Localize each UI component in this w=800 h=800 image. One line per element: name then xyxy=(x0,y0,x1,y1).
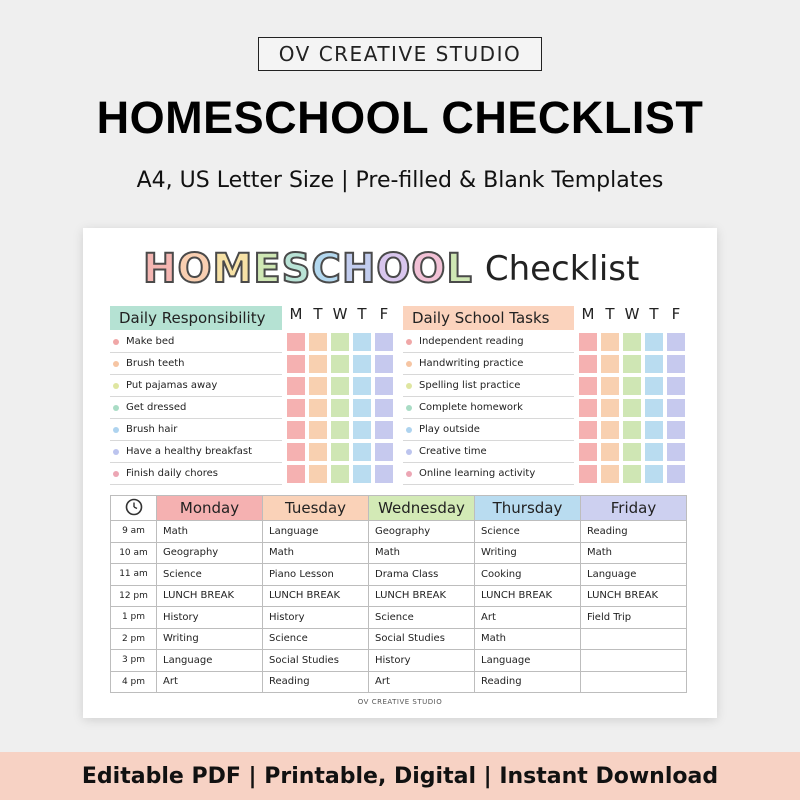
day-checkbox[interactable] xyxy=(579,355,597,373)
day-checkbox[interactable] xyxy=(601,443,619,461)
schedule-row xyxy=(111,607,687,629)
task-item xyxy=(403,419,574,441)
day-checkbox[interactable] xyxy=(353,333,371,351)
bullet-dot-icon xyxy=(113,405,119,411)
bullet-dot-icon xyxy=(406,449,412,455)
task-label: Make bed xyxy=(126,336,175,347)
main-title: HOMESCHOOL CHECKLIST xyxy=(96,92,704,143)
task-item xyxy=(110,375,282,397)
time-cell: 12 pm xyxy=(111,585,157,607)
task-label: Put pajamas away xyxy=(126,380,218,391)
title-letter: O xyxy=(376,246,411,292)
task-label: Brush teeth xyxy=(126,358,185,369)
time-cell: 9 am xyxy=(111,521,157,543)
schedule-cell: Math xyxy=(475,628,581,650)
schedule-day-header: Wednesday xyxy=(369,496,475,521)
schedule-cell: Reading xyxy=(475,671,581,693)
schedule-cell: Math xyxy=(369,542,475,564)
weekday-letters-right xyxy=(577,305,687,327)
schedule-cell: Language xyxy=(475,650,581,672)
day-checkbox[interactable] xyxy=(353,355,371,373)
weekday-letter: M xyxy=(289,305,303,323)
schedule-cell: LUNCH BREAK xyxy=(369,585,475,607)
weekday-letter: T xyxy=(649,305,659,323)
schedule-cell: Math xyxy=(157,521,263,543)
task-item xyxy=(110,353,282,375)
bullet-dot-icon xyxy=(113,361,119,367)
day-checkbox[interactable] xyxy=(353,443,371,461)
schedule-cell: LUNCH BREAK xyxy=(475,585,581,607)
bottom-banner: Editable PDF | Printable, Digital | Instant Download xyxy=(0,752,800,800)
day-checkbox[interactable] xyxy=(331,355,349,373)
day-checkbox[interactable] xyxy=(375,443,393,461)
day-checkbox[interactable] xyxy=(579,399,597,417)
day-checkbox[interactable] xyxy=(579,377,597,395)
schedule-cell: History xyxy=(263,607,369,629)
day-checkbox[interactable] xyxy=(623,355,641,373)
schedule-row xyxy=(111,521,687,543)
bullet-dot-icon xyxy=(406,383,412,389)
title-letter: E xyxy=(253,246,281,292)
day-checkbox[interactable] xyxy=(667,399,685,417)
schedule-header-row xyxy=(111,496,687,521)
schedule-cell: Language xyxy=(581,564,687,586)
document-title-suffix: Checklist xyxy=(484,249,640,289)
day-checkbox[interactable] xyxy=(309,377,327,395)
schedule-cell: Language xyxy=(157,650,263,672)
day-checkbox[interactable] xyxy=(645,399,663,417)
day-checkbox[interactable] xyxy=(645,465,663,483)
task-item xyxy=(403,375,574,397)
day-checkbox[interactable] xyxy=(601,465,619,483)
day-checkbox[interactable] xyxy=(601,333,619,351)
task-item xyxy=(403,441,574,463)
task-label: Have a healthy breakfast xyxy=(126,446,253,457)
schedule-body xyxy=(111,521,687,693)
task-label: Creative time xyxy=(419,446,487,457)
weekday-letter: W xyxy=(332,305,348,323)
homeschool-letters xyxy=(143,246,473,292)
day-checkbox[interactable] xyxy=(331,399,349,417)
day-checkbox[interactable] xyxy=(667,355,685,373)
schedule-cell xyxy=(581,650,687,672)
task-item xyxy=(110,331,282,353)
task-label: Independent reading xyxy=(419,336,524,347)
day-checkbox[interactable] xyxy=(645,333,663,351)
weekday-letter: F xyxy=(671,305,681,323)
schedule-cell: History xyxy=(369,650,475,672)
title-letter: C xyxy=(311,246,341,292)
schedule-cell: Cooking xyxy=(475,564,581,586)
day-checkbox[interactable] xyxy=(579,421,597,439)
day-checkbox[interactable] xyxy=(309,355,327,373)
day-checkbox[interactable] xyxy=(623,399,641,417)
schedule-cell: Reading xyxy=(263,671,369,693)
school-task-list xyxy=(403,331,574,485)
day-checkbox[interactable] xyxy=(601,355,619,373)
task-item xyxy=(403,353,574,375)
day-checkbox[interactable] xyxy=(331,421,349,439)
day-checkbox[interactable] xyxy=(667,377,685,395)
day-checkbox[interactable] xyxy=(287,443,305,461)
day-checkbox[interactable] xyxy=(287,465,305,483)
day-checkbox[interactable] xyxy=(309,421,327,439)
day-checkbox[interactable] xyxy=(667,465,685,483)
weekday-letter: W xyxy=(624,305,640,323)
task-label: Complete homework xyxy=(419,402,523,413)
day-checkbox[interactable] xyxy=(375,333,393,351)
bullet-dot-icon xyxy=(406,339,412,345)
schedule-row xyxy=(111,650,687,672)
day-checkbox[interactable] xyxy=(623,421,641,439)
day-checkbox[interactable] xyxy=(645,355,663,373)
day-checkbox[interactable] xyxy=(353,399,371,417)
time-cell: 3 pm xyxy=(111,650,157,672)
day-checkbox[interactable] xyxy=(353,421,371,439)
task-item xyxy=(403,397,574,419)
schedule-row xyxy=(111,671,687,693)
day-checkbox[interactable] xyxy=(623,333,641,351)
weekday-letter: F xyxy=(379,305,389,323)
schedule-row xyxy=(111,585,687,607)
day-checkbox[interactable] xyxy=(331,377,349,395)
day-checkbox[interactable] xyxy=(623,377,641,395)
time-cell: 1 pm xyxy=(111,607,157,629)
schedule-cell: Art xyxy=(475,607,581,629)
day-checkbox[interactable] xyxy=(309,333,327,351)
day-checkbox[interactable] xyxy=(353,465,371,483)
time-cell: 4 pm xyxy=(111,671,157,693)
task-label: Brush hair xyxy=(126,424,178,435)
task-label: Handwriting practice xyxy=(419,358,524,369)
day-checkbox[interactable] xyxy=(375,465,393,483)
schedule-day-header: Friday xyxy=(581,496,687,521)
document-title xyxy=(143,244,639,294)
day-checkbox[interactable] xyxy=(375,377,393,395)
schedule-cell: History xyxy=(157,607,263,629)
schedule-cell: Reading xyxy=(581,521,687,543)
day-checkbox[interactable] xyxy=(601,377,619,395)
day-checkbox[interactable] xyxy=(287,421,305,439)
task-item xyxy=(110,463,282,485)
bullet-dot-icon xyxy=(406,405,412,411)
schedule-cell: Social Studies xyxy=(369,628,475,650)
day-checkbox[interactable] xyxy=(309,443,327,461)
weekday-letter: M xyxy=(581,305,595,323)
bullet-dot-icon xyxy=(113,383,119,389)
weekday-letters-left xyxy=(285,305,395,327)
bullet-dot-icon xyxy=(113,427,119,433)
document-footer: OV CREATIVE STUDIO xyxy=(357,698,443,706)
clock-header-cell xyxy=(111,496,157,521)
checkbox-grid-right xyxy=(579,333,685,483)
schedule-cell: Writing xyxy=(157,628,263,650)
responsibility-list xyxy=(110,331,282,485)
day-checkbox[interactable] xyxy=(353,377,371,395)
bullet-dot-icon xyxy=(406,427,412,433)
task-item xyxy=(403,331,574,353)
day-checkbox[interactable] xyxy=(375,421,393,439)
schedule-day-header: Tuesday xyxy=(263,496,369,521)
task-label: Online learning activity xyxy=(419,468,536,479)
schedule-cell: Science xyxy=(263,628,369,650)
task-item xyxy=(110,441,282,463)
day-checkbox[interactable] xyxy=(375,399,393,417)
day-checkbox[interactable] xyxy=(667,333,685,351)
schedule-row xyxy=(111,628,687,650)
schedule-row xyxy=(111,542,687,564)
day-checkbox[interactable] xyxy=(667,443,685,461)
day-checkbox[interactable] xyxy=(309,465,327,483)
day-checkbox[interactable] xyxy=(667,421,685,439)
day-checkbox[interactable] xyxy=(579,333,597,351)
task-item xyxy=(110,419,282,441)
bullet-dot-icon xyxy=(406,361,412,367)
bullet-dot-icon xyxy=(113,449,119,455)
schedule-cell: Science xyxy=(157,564,263,586)
task-item xyxy=(110,397,282,419)
schedule-cell xyxy=(581,671,687,693)
schedule-cell: LUNCH BREAK xyxy=(157,585,263,607)
schedule-row xyxy=(111,564,687,586)
schedule-cell: Language xyxy=(263,521,369,543)
schedule-cell: Geography xyxy=(157,542,263,564)
day-checkbox[interactable] xyxy=(601,399,619,417)
day-checkbox[interactable] xyxy=(623,465,641,483)
schedule-cell: Drama Class xyxy=(369,564,475,586)
bullet-dot-icon xyxy=(113,339,119,345)
day-checkbox[interactable] xyxy=(645,421,663,439)
day-checkbox[interactable] xyxy=(579,465,597,483)
schedule-cell: Science xyxy=(475,521,581,543)
subtitle: A4, US Letter Size | Pre-filled & Blank Templates xyxy=(136,168,664,193)
schedule-cell: LUNCH BREAK xyxy=(263,585,369,607)
day-checkbox[interactable] xyxy=(287,355,305,373)
weekly-schedule-table xyxy=(110,495,687,693)
weekday-letter: T xyxy=(605,305,615,323)
task-label: Get dressed xyxy=(126,402,187,413)
day-checkbox[interactable] xyxy=(331,443,349,461)
schedule-cell: Math xyxy=(263,542,369,564)
task-label: Play outside xyxy=(419,424,480,435)
day-checkbox[interactable] xyxy=(331,465,349,483)
day-checkbox[interactable] xyxy=(623,443,641,461)
weekday-letter: T xyxy=(313,305,323,323)
schedule-cell: LUNCH BREAK xyxy=(581,585,687,607)
title-letter: H xyxy=(143,246,177,292)
schedule-cell: Art xyxy=(369,671,475,693)
time-cell: 2 pm xyxy=(111,628,157,650)
schedule-cell: Art xyxy=(157,671,263,693)
title-letter: O xyxy=(411,246,446,292)
day-checkbox[interactable] xyxy=(645,443,663,461)
title-letter: O xyxy=(177,246,212,292)
schedule-day-header: Thursday xyxy=(475,496,581,521)
bullet-dot-icon xyxy=(113,471,119,477)
day-checkbox[interactable] xyxy=(287,333,305,351)
title-letter: S xyxy=(281,246,311,292)
day-checkbox[interactable] xyxy=(579,443,597,461)
checklist-paper xyxy=(83,228,717,718)
day-checkbox[interactable] xyxy=(331,333,349,351)
schedule-cell xyxy=(581,628,687,650)
schedule-cell: Geography xyxy=(369,521,475,543)
day-checkbox[interactable] xyxy=(601,421,619,439)
schedule-cell: Math xyxy=(581,542,687,564)
section-daily-responsibility: Daily Responsibility xyxy=(110,306,282,330)
title-letter: L xyxy=(446,246,472,292)
task-label: Spelling list practice xyxy=(419,380,521,391)
checkbox-grid-left xyxy=(287,333,393,483)
day-checkbox[interactable] xyxy=(645,377,663,395)
brand-badge: OV CREATIVE STUDIO xyxy=(258,37,542,71)
day-checkbox[interactable] xyxy=(287,377,305,395)
title-letter: H xyxy=(341,246,376,292)
day-checkbox[interactable] xyxy=(309,399,327,417)
schedule-cell: Social Studies xyxy=(263,650,369,672)
task-label: Finish daily chores xyxy=(126,468,218,479)
day-checkbox[interactable] xyxy=(287,399,305,417)
schedule-cell: Piano Lesson xyxy=(263,564,369,586)
weekday-letter: T xyxy=(357,305,367,323)
schedule-cell: Science xyxy=(369,607,475,629)
schedule-cell: Writing xyxy=(475,542,581,564)
time-cell: 10 am xyxy=(111,542,157,564)
schedule-day-header: Monday xyxy=(157,496,263,521)
schedule-cell: Field Trip xyxy=(581,607,687,629)
time-cell: 11 am xyxy=(111,564,157,586)
task-item xyxy=(403,463,574,485)
day-checkbox[interactable] xyxy=(375,355,393,373)
title-letter: M xyxy=(212,246,253,292)
bullet-dot-icon xyxy=(406,471,412,477)
section-daily-school-tasks: Daily School Tasks xyxy=(403,306,574,330)
clock-icon xyxy=(125,498,143,516)
